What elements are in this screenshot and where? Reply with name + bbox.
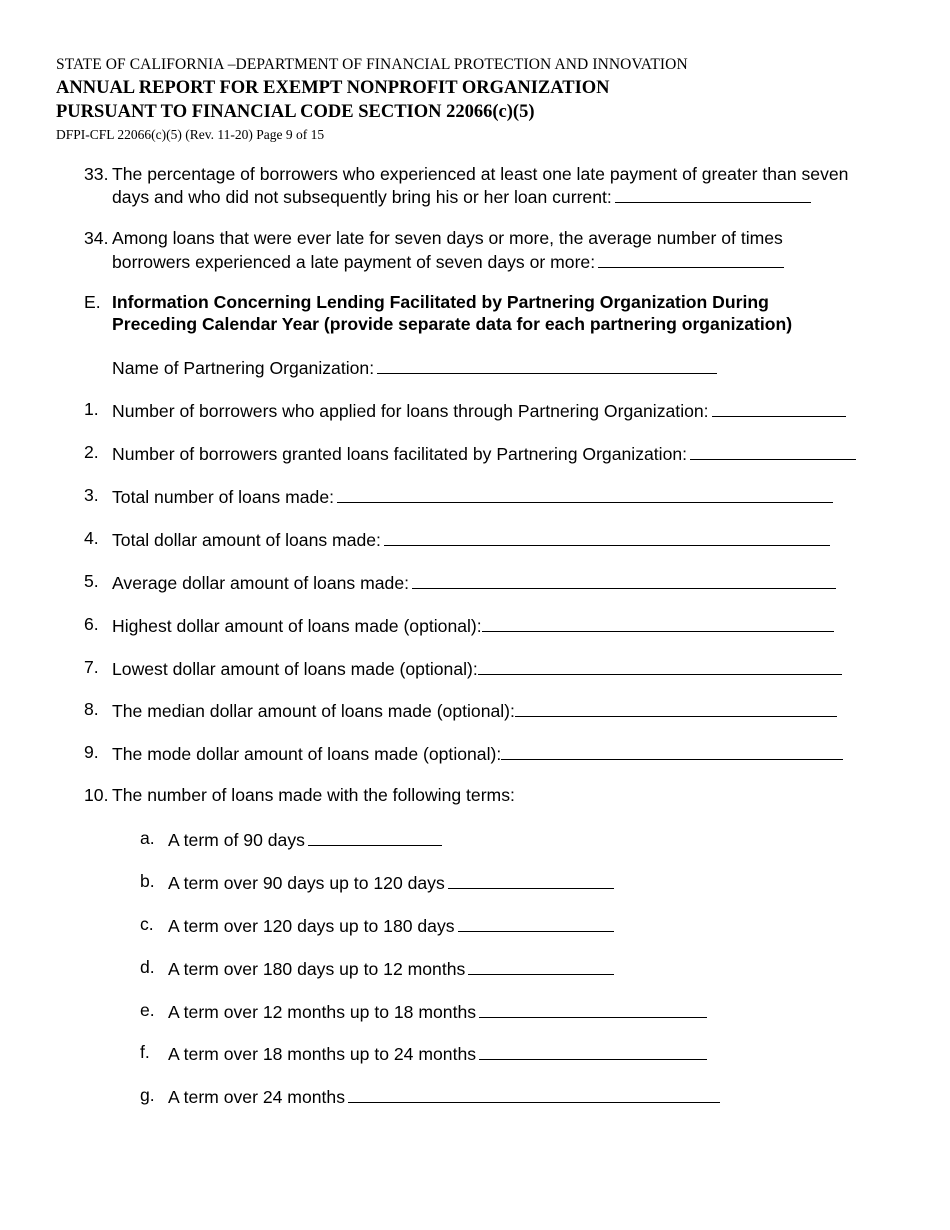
item-text-line1: The percentage of borrowers who experienced at least one late payment of greater than seven	[112, 164, 849, 184]
item-4-answer-field[interactable]	[384, 528, 830, 546]
item-label: The number of loans made with the following terms:	[112, 785, 515, 805]
item-number: 6.	[84, 614, 99, 634]
item-3-answer-field[interactable]	[337, 485, 833, 503]
item-number: 5.	[84, 571, 99, 591]
item-number: 7.	[84, 657, 99, 677]
item-number: 4.	[84, 528, 99, 548]
term-label: A term over 90 days up to 120 days	[168, 873, 445, 893]
term-letter: c.	[140, 914, 154, 934]
form-number: DFPI-CFL 22066(c)(5) (Rev. 11-20) Page 9 of 15	[56, 127, 325, 142]
term-d-answer-field[interactable]	[468, 957, 614, 975]
item-label: Number of borrowers who applied for loans through Partnering Organization:	[112, 401, 709, 421]
section-letter: E.	[84, 292, 101, 312]
item-number: 33.	[84, 164, 109, 184]
item-number: 2.	[84, 442, 99, 462]
term-letter: f.	[140, 1042, 150, 1062]
item-text-line2: days and who did not subsequently bring his or her loan current:	[112, 187, 612, 207]
item-number: 1.	[84, 399, 99, 419]
item-number: 9.	[84, 742, 99, 762]
term-g-answer-field[interactable]	[348, 1085, 720, 1103]
item-9-answer-field[interactable]	[501, 742, 843, 760]
item-5-answer-field[interactable]	[412, 571, 836, 589]
item-label: Highest dollar amount of loans made (optional):	[112, 616, 482, 636]
term-label: A term over 18 months up to 24 months	[168, 1044, 477, 1064]
term-letter: b.	[140, 871, 155, 891]
section-heading-line1: Information Concerning Lending Facilitated by Partnering Organization During	[112, 292, 769, 312]
item-number: 10.	[84, 785, 109, 805]
form-title-line1: ANNUAL REPORT FOR EXEMPT NONPROFIT ORGANIZATION	[56, 78, 610, 98]
item-label: The mode dollar amount of loans made (optional):	[112, 744, 502, 764]
item-6-answer-field[interactable]	[482, 614, 834, 632]
item-number: 34.	[84, 228, 109, 248]
item-text-line1: Among loans that were ever late for seven days or more, the average number of times	[112, 228, 783, 248]
item-33-answer-field[interactable]	[615, 185, 811, 203]
item-number: 3.	[84, 485, 99, 505]
partner-name-label: Name of Partnering Organization:	[112, 358, 375, 378]
item-label: Average dollar amount of loans made:	[112, 573, 409, 593]
item-text-line2: borrowers experienced a late payment of seven days or more:	[112, 252, 596, 272]
agency-name: STATE OF CALIFORNIA –DEPARTMENT OF FINANCIAL PROTECTION AND INNOVATION	[56, 56, 688, 73]
item-number: 8.	[84, 699, 99, 719]
term-label: A term over 12 months up to 18 months	[168, 1002, 477, 1022]
item-label: Total dollar amount of loans made:	[112, 530, 381, 550]
partner-name-field[interactable]	[377, 356, 717, 374]
form-title-line2: PURSUANT TO FINANCIAL CODE SECTION 22066(c)(5)	[56, 102, 535, 122]
term-letter: a.	[140, 828, 155, 848]
item-2-answer-field[interactable]	[690, 442, 856, 460]
item-1-answer-field[interactable]	[712, 399, 846, 417]
item-label: Lowest dollar amount of loans made (optional):	[112, 659, 478, 679]
term-a-answer-field[interactable]	[308, 828, 442, 846]
term-e-answer-field[interactable]	[479, 1000, 707, 1018]
item-34-answer-field[interactable]	[598, 250, 784, 268]
term-label: A term of 90 days	[168, 830, 305, 850]
term-c-answer-field[interactable]	[458, 914, 614, 932]
term-letter: e.	[140, 1000, 155, 1020]
term-f-answer-field[interactable]	[479, 1042, 707, 1060]
item-label: Total number of loans made:	[112, 487, 335, 507]
item-7-answer-field[interactable]	[478, 657, 842, 675]
term-letter: d.	[140, 957, 155, 977]
item-8-answer-field[interactable]	[515, 699, 837, 717]
form-header	[56, 54, 688, 146]
item-label: Number of borrowers granted loans facilitated by Partnering Organization:	[112, 444, 688, 464]
term-label: A term over 180 days up to 12 months	[168, 959, 466, 979]
term-letter: g.	[140, 1085, 155, 1105]
term-b-answer-field[interactable]	[448, 871, 614, 889]
term-label: A term over 24 months	[168, 1087, 345, 1107]
term-label: A term over 120 days up to 180 days	[168, 916, 455, 936]
section-heading-line2: Preceding Calendar Year (provide separate data for each partnering organization)	[112, 314, 793, 334]
item-label: The median dollar amount of loans made (optional):	[112, 701, 515, 721]
